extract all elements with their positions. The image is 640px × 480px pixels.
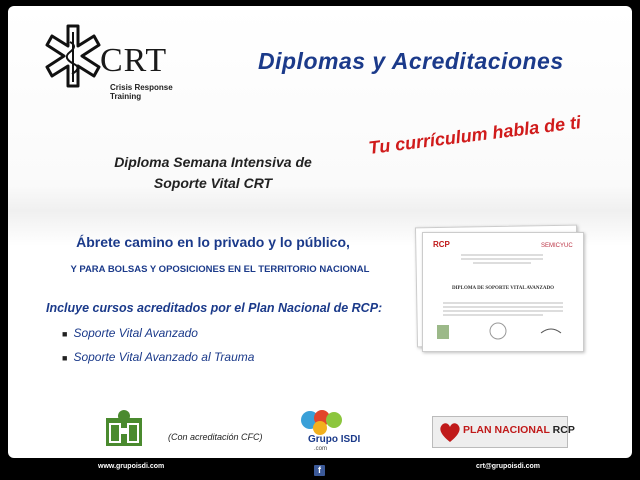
certificate-title: DIPLOMA DE SOPORTE VITAL AVANZADO [452,286,554,291]
tagline: Tu currículum habla de ti [367,112,583,159]
bullet-icon: ■ [62,329,68,339]
includes-label: Incluye cursos acreditados por el Plan Nacional de RCP: [46,301,383,315]
logo-subtitle: Crisis Response Training [110,83,173,101]
diploma-name [68,152,358,194]
subheadline: Y PARA BOLSAS Y OPOSICIONES EN EL TERRITORIO NACIONAL [70,264,370,275]
diploma-name-line1: Diploma Semana Intensiva de [114,154,312,170]
plan-nacional-rcp-text [463,424,575,436]
certificate-header-right: SEMICYUC [541,243,573,249]
cfc-accreditation-note: (Con acreditación CFC) [168,432,263,442]
course-item [62,350,254,364]
grupo-isdi-name: Grupo ISDI [308,434,361,445]
content-panel [8,6,632,458]
page-title: Diplomas y Acreditaciones [258,48,564,74]
footer-website-link[interactable]: www.grupoisdi.com [98,463,165,470]
cfc-logo [104,408,144,448]
footer-email-link[interactable]: crt@grupoisdi.com [476,463,540,470]
course-label: Soporte Vital Avanzado [73,326,198,340]
crt-logo [32,20,182,100]
headline: Ábrete camino en lo privado y lo público, [76,234,350,250]
bullet-icon: ■ [62,353,68,363]
diploma-name-line2: Soporte Vital CRT [153,175,273,191]
grupo-isdi-logo [296,410,364,454]
rcp-text-black: RCP [552,424,575,436]
logo-text: CRT [100,42,168,79]
facebook-icon[interactable]: f [314,465,325,476]
grupo-isdi-domain: .com [314,446,328,452]
course-item [62,326,198,340]
certificate-front-page [422,232,584,352]
course-label: Soporte Vital Avanzado al Trauma [73,350,255,364]
rcp-text-red: PLAN NACIONAL [463,424,550,436]
certificate-image [416,226,586,354]
heart-icon [436,418,464,446]
certificate-header-left: RCP [433,240,450,249]
